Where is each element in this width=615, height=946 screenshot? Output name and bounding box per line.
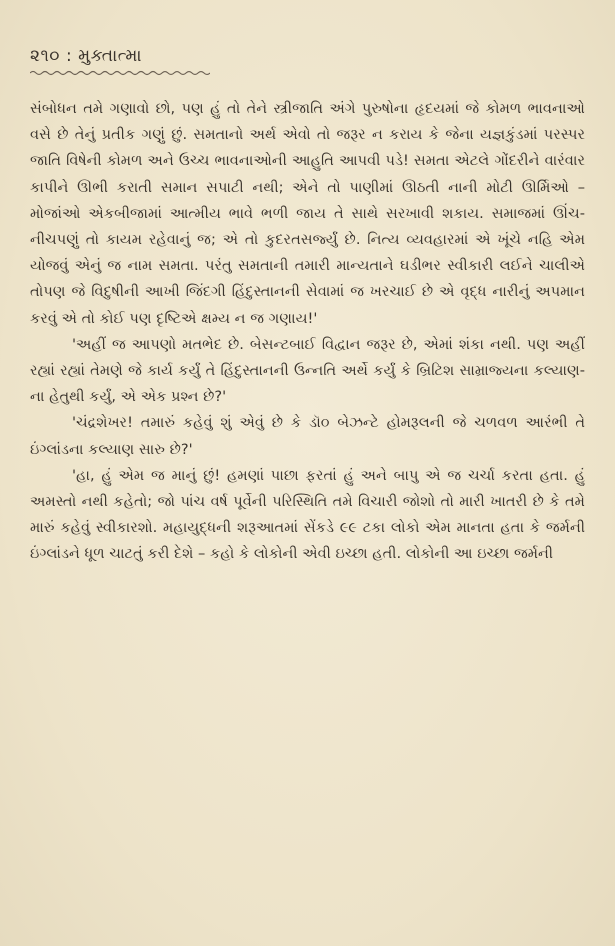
running-header [30,46,142,66]
header-separator: : [65,46,73,66]
page-number: ૨૧૦ [30,46,61,66]
paragraph: 'ચંદ્રશેખર! તમારું કહેવું શું એવું છે કે ડૉ૦ બેઝન્ટે હોમરૂલની જે ચળવળ આરંભી તે ઇંગ્લાંડના કલ્યાણ સારુ છે?' [30,414,585,458]
paragraph: સંબોધન તમે ગણાવો છો, પણ હું તો તેને સ્ત્રીજાતિ અંગે પુરુષોના હૃદયમાં જે કોમળ ભાવનાઓ વસે છે તેનું પ્રતીક ગણું છું. સમતાનો અર્થ એવો તો જરૂર ન કરાય કે જેના યજ્ઞકુંડમાં પરસ્પર જાતિ વિષેની કોમળ અને ઉચ્ચ ભાવનાઓની આહુતિ આપવી પડે! સમતા એટલે ગોંદરીને વારંવાર કાપીને ઊભી કરાતી સમાન સપાટી નથી; એને તો પાણીમાં ઊઠતી નાની મોટી ઊર્મિઓ – મોજાંઓ એકબીજામાં આત્મીય ભાવે ભળી જાય તે સાથે સરખાવી શકાય. સમાજમાં ઊંચ-નીચપણું તો કાયમ રહેવાનું જ; એ તો કુદરતસર્જ્યું છે. નિત્ય વ્યવહારમાં એ ખૂંચે નહિ એમ યોજવું એનું જ નામ સમતા. પરંતુ સમતાની તમારી માન્યતાને ઘડીભર સ્વીકારી લઈને ચાલીએ તોપણ જે વિદુષીની આખી જિંદગી હિંદુસ્તાનની સેવામાં જ ખરચાઈ છે એ વૃદ્ધ નારીનું અપમાન કરવું એ તો કોઈ પણ દૃષ્ટિએ ક્ષમ્ય ન જ ગણાય!' [30,100,585,327]
paragraph: 'હા, હું એમ જ માનું છું! હમણાં પાછા ફરતાં હું અને બાપુ એ જ ચર્ચા કરતા હતા. હું અમસ્તો નથી કહેતો; જો પાંચ વર્ષ પૂર્વેની પરિસ્થિતિ તમે વિચારી જોશો તો મારી ખાતરી છે કે તમે મારું કહેવું સ્વીકારશો. મહાયુદ્ધની શરૂઆતમાં સેંકડે ૯૯ ટકા લોકો એમ માનતા હતા કે જર્મની ઇંગ્લાંડને ધૂળ ચાટતું કરી દેશે – કહો કે લોકોની એવી ઇચ્છા હતી. લોકોની આ ઇચ્છા જર્મની [30,466,585,563]
book-title: મુક્તાત્મા [78,46,143,66]
wavy-underline [30,70,210,76]
page-body [30,96,585,568]
paragraph: 'અહીં જ આપણો મતભેદ છે. બેસન્ટબાઈ વિદ્વાન જરૂર છે, એમાં શંકા નથી. પણ અહીં રહ્યાં રહ્યાં તેમણે જે કાર્ય કર્યું તે હિંદુસ્તાનની ઉન્નતિ અર્થે કર્યું કે બ્રિટિશ સામ્રાજ્યના કલ્યાણ-ના હેતુથી કર્યું, એ એક પ્રશ્ન છે?' [30,335,585,406]
